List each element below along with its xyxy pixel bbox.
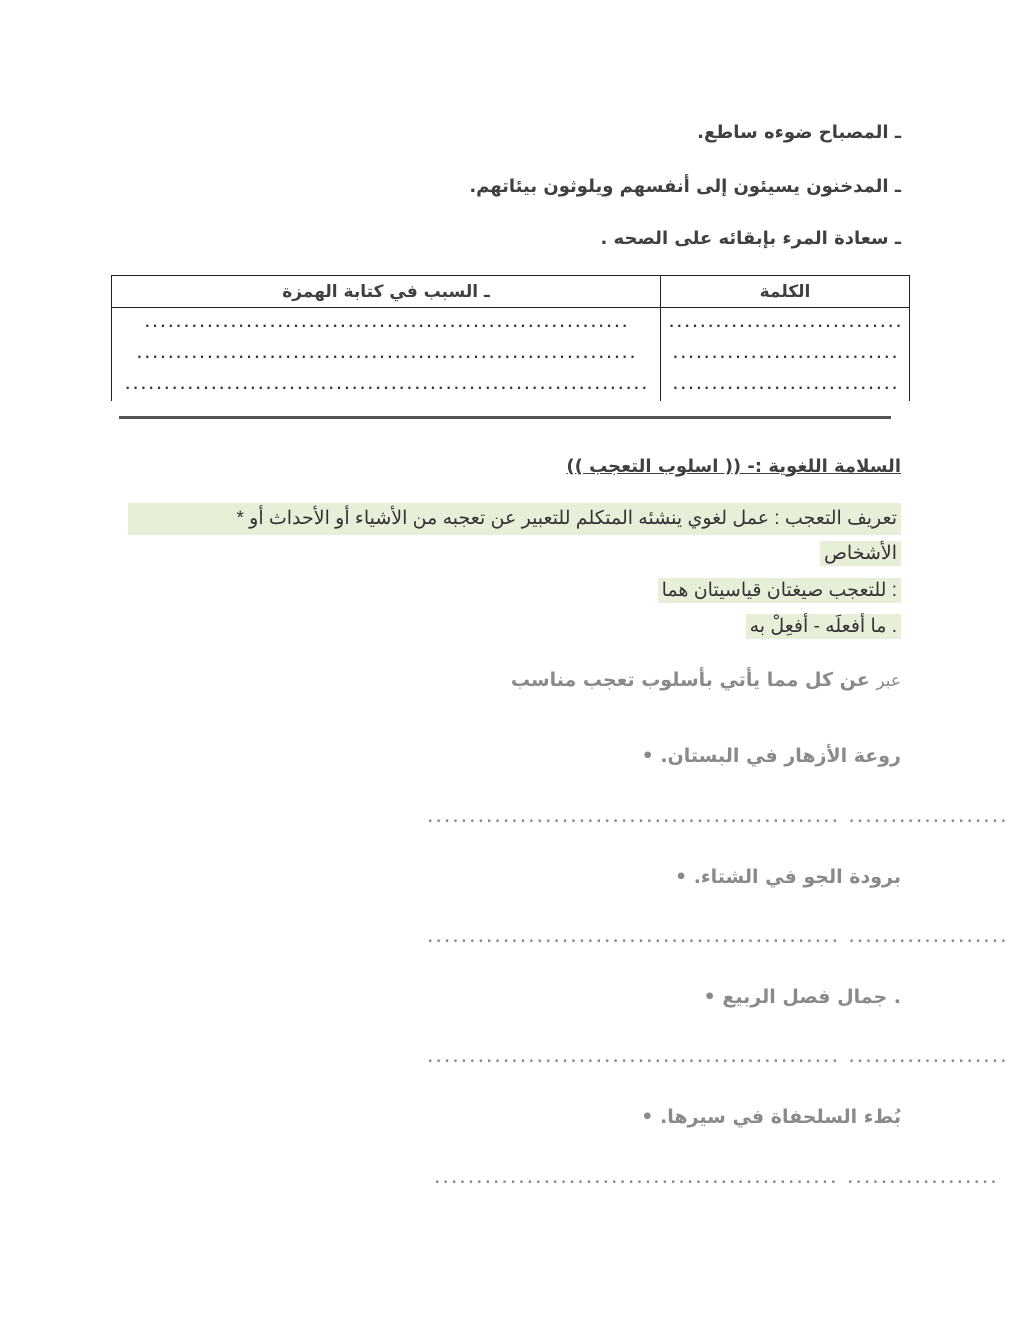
word-cell[interactable] — [661, 308, 910, 402]
exercise-item-1: روعة الأزهار في البستان. • — [641, 745, 901, 767]
reason-dots-2: ................................................................ — [135, 347, 637, 362]
sentence-2: ـ المدخنون يسيئون إلى أنفسهم ويلوثون بيئاتهم. — [469, 176, 901, 197]
exercise-item-3: . جمال فصل الربيع • — [703, 986, 901, 1008]
task-instruction — [511, 669, 901, 691]
header-word: الكلمة — [661, 276, 910, 308]
sentence-1: ـ المصباح ضوءه ساطع. — [697, 122, 901, 143]
exercise-item-2: برودة الجو في الشتاء. • — [674, 866, 901, 888]
definition-line-1: تعريف التعجب : عمل لغوي ينشئه المتكلم للتعبير عن تعجبه من الأشياء أو الأحداث أو * — [128, 503, 901, 535]
definition-line-1-wrap — [128, 503, 901, 535]
sentence-3: ـ سعادة المرء بإبقائه على الصحه . — [600, 228, 901, 249]
section-title: السلامة اللغوية :- (( اسلوب التعجب )) — [566, 456, 901, 477]
reason-cell[interactable] — [112, 308, 661, 402]
word-dots-1: .............................. — [667, 316, 903, 331]
reason-dots-3: ................................................................... — [123, 378, 649, 393]
exercise-item-4: بُطء السلحفاة في سيرها. • — [641, 1106, 901, 1128]
header-reason: ـ السبب في كتابة الهمزة — [112, 276, 661, 308]
reason-dots-1: .............................................................. — [143, 316, 629, 331]
word-dots-2: ............................. — [671, 347, 899, 362]
word-dots-3: ............................. — [671, 378, 899, 393]
task-prefix: عبر — [876, 671, 901, 691]
table-row — [112, 308, 910, 402]
hamza-table — [111, 275, 910, 401]
task-text: عن كل مما يأتي بأسلوب تعجب مناسب — [510, 669, 870, 691]
answer-line-4[interactable]: .................. ................................................ — [433, 1171, 998, 1187]
answer-line-3[interactable]: ................... ................................................. — [426, 1050, 1008, 1066]
definition-line-2-wrap — [820, 540, 901, 568]
table-header-row — [112, 276, 910, 308]
definition-line-2: الأشخاص — [820, 541, 901, 566]
answer-line-1[interactable]: ................... ................................................. — [426, 810, 1008, 826]
forms: . ما أفعلَه - أفعِلْ به — [746, 614, 901, 639]
forms-wrap — [746, 613, 901, 641]
forms-intro: : للتعجب صيغتان قياسيتان هما — [658, 578, 901, 603]
answer-line-2[interactable]: ................... ................................................. — [426, 930, 1008, 946]
section-divider — [119, 416, 891, 419]
forms-intro-wrap — [658, 577, 901, 605]
